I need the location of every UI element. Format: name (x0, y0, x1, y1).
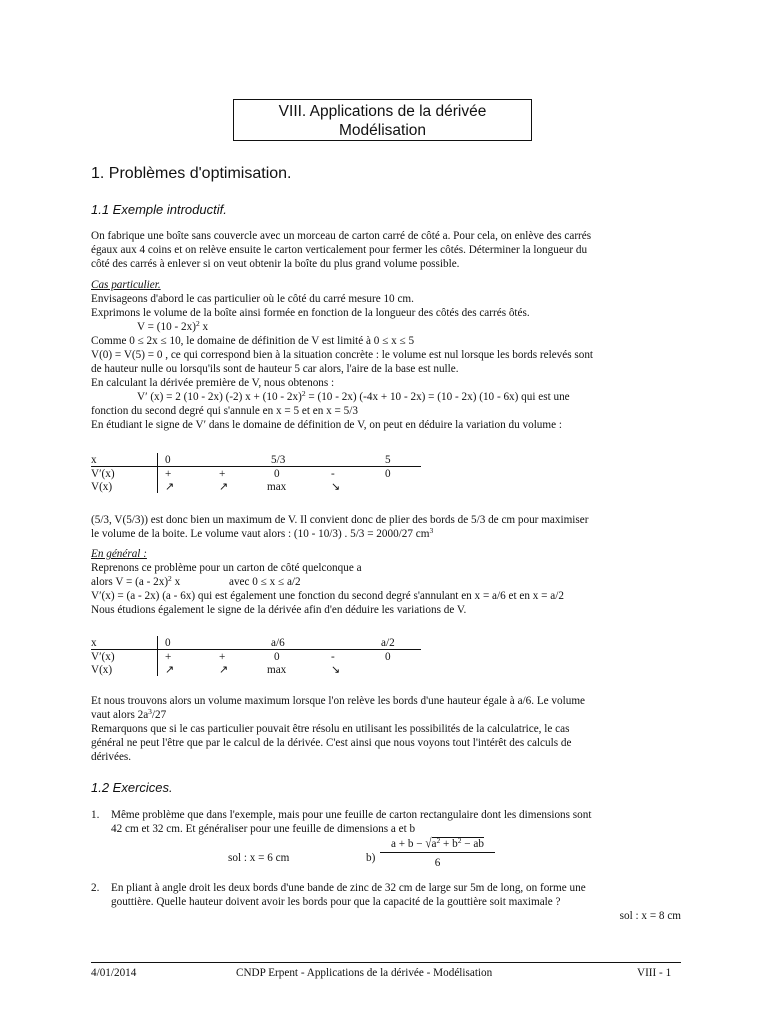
text-line: Même problème que dans l'exemple, mais pour une feuille de carton rectangulaire dont les dimensions sont (111, 809, 592, 821)
cas-particulier-block (91, 278, 681, 432)
table-row (91, 467, 421, 480)
text-line: gouttière. Quelle hauteur doivent avoir les bords pour que la capacité de la gouttière soit maximale ? (111, 896, 561, 908)
text-line: En calculant la dérivée première de V, nous obtenons : (91, 377, 335, 389)
intro-paragraph (91, 229, 681, 271)
table-cell: 0 (165, 637, 171, 649)
arrow-down-icon: ↘ (331, 481, 341, 493)
table-cell: a/2 (381, 637, 395, 649)
en-general-block (91, 547, 681, 617)
intro-line: côté des carrés à enlever si on veut obtenir la boîte du plus grand volume possible. (91, 258, 460, 270)
table-cell: x (91, 454, 97, 466)
variation-table-2 (91, 636, 421, 676)
footer-date: 4/01/2014 (91, 967, 137, 979)
text-line: En pliant à angle droit les deux bords d'une bande de zinc de 32 cm de large sur 5m de long, on forme une (111, 882, 586, 894)
title-box (233, 99, 532, 141)
arrow-up-icon: ↗ (165, 481, 175, 493)
text-line: fonction du second degré qui s'annule en x = 5 et en x = 5/3 (91, 405, 358, 417)
text-line: Envisageons d'abord le cas particulier où le côté du carré mesure 10 cm. (91, 293, 414, 305)
title-line-1: VIII. Applications de la dérivée (278, 103, 487, 120)
formula-part: V = (10 - 2x) (137, 321, 196, 333)
intro-line: égaux aux 4 coins et on relève ensuite le carton verticalement pour fermer les côtés. Déterminer la longueur du (91, 244, 588, 256)
conclusion-particular (91, 513, 681, 541)
table-cell: + (219, 651, 226, 663)
exponent: 2 (168, 574, 172, 583)
table-cell: 0 (385, 468, 391, 480)
table-cell: max (267, 481, 287, 493)
domain-condition: avec 0 ≤ x ≤ a/2 (229, 576, 301, 588)
arrow-up-icon: ↗ (219, 481, 229, 493)
table-cell: V′(x) (91, 468, 115, 480)
table-divider (157, 453, 158, 493)
text-line: 42 cm et 32 cm. Et généraliser pour une feuille de dimensions a et b (111, 823, 416, 835)
table-cell: a/6 (271, 637, 285, 649)
sqrt-icon: √ (425, 836, 432, 852)
arrow-down-icon: ↘ (331, 664, 341, 676)
table-divider (157, 636, 158, 676)
exponent: 2 (301, 389, 306, 398)
text-line: de hauteur nulle ou lorsqu'ils sont de hauteur 5 car alors, l'aire de la base est nulle. (91, 363, 459, 375)
exercise-1 (91, 808, 681, 836)
title-line-2: Modélisation (338, 122, 427, 139)
text-part: /27 (151, 709, 167, 721)
variation-table-1 (91, 453, 421, 493)
formula-derivative (91, 390, 681, 404)
table-cell: 5 (385, 454, 391, 466)
formula-part: a (431, 838, 437, 850)
formula-part: alors V = (a - 2x) (91, 576, 169, 588)
exponent: 2 (457, 836, 462, 845)
text-line: Comme 0 ≤ 2x ≤ 10, le domaine de définition de V est limité à 0 ≤ x ≤ 5 (91, 335, 415, 347)
table-cell: V′(x) (91, 651, 115, 663)
text-line (91, 708, 681, 722)
table-row (91, 453, 421, 467)
subsection-1-1-heading: 1.1 Exemple introductif. (91, 202, 227, 217)
table-cell: max (267, 664, 287, 676)
table-cell: 0 (165, 454, 171, 466)
fraction-numerator (380, 837, 495, 853)
exercise-number: 1. (91, 809, 100, 821)
text-line: (5/3, V(5/3)) est donc bien un maximum de V. Il convient donc de plier des bords de 5/3 de cm pour maximiser (91, 514, 589, 526)
formula-part: − ab (461, 838, 484, 850)
table-cell: 0 (274, 468, 280, 480)
footer-title: CNDP Erpent - Applications de la dérivée - Modélisation (236, 967, 493, 979)
text-line: En étudiant le signe de V′ dans le domaine de définition de V, on peut en déduire la variation du volume : (91, 419, 562, 431)
exercise-number: 2. (91, 882, 100, 894)
text-part: le volume de la boite. Le volume vaut alors : (10 - 10/3) . 5/3 = 2000/27 cm (91, 528, 430, 540)
text-line: général ne peut l'être que par le calcul de la dérivée. C'est ainsi que nous voyons tout l'intérêt des calculs de (91, 737, 572, 749)
footer-rule (91, 962, 681, 963)
formula-volume (91, 320, 681, 334)
section-1-heading: 1. Problèmes d'optimisation. (91, 165, 292, 182)
solution-b-label: b) (366, 852, 376, 864)
table-cell: - (331, 468, 335, 480)
formula-part: = (10 - 2x) (-4x + 10 - 2x) = (10 - 2x) (10 - 6x) qui est une (305, 391, 570, 403)
arrow-up-icon: ↗ (219, 664, 229, 676)
text-line (91, 527, 681, 541)
table-cell: + (219, 468, 226, 480)
table-row (91, 663, 421, 676)
arrow-up-icon: ↗ (165, 664, 175, 676)
solution-ex2: sol : x = 8 cm (619, 910, 681, 922)
text-line: dérivées. (91, 751, 132, 763)
formula-part: x (171, 576, 181, 588)
table-cell: 0 (385, 651, 391, 663)
table-cell: + (165, 651, 172, 663)
solution-a: sol : x = 6 cm (228, 852, 290, 864)
radicand (432, 837, 484, 850)
table-cell: - (331, 651, 335, 663)
exponent: 2 (436, 836, 441, 845)
table-cell: V(x) (91, 664, 113, 676)
table-cell: x (91, 637, 97, 649)
en-general-label: En général : (91, 548, 147, 560)
text-line: Reprenons ce problème pour un carton de côté quelconque a (91, 562, 362, 574)
exponent: 2 (195, 319, 200, 328)
text-line: Et nous trouvons alors un volume maximum lorsque l'on relève les bords d'une hauteur égale à a/6. Le volume (91, 695, 585, 707)
cas-particulier-label: Cas particulier. (91, 279, 161, 291)
formula-part: x (199, 321, 209, 333)
formula-part: V′ (x) = 2 (10 - 2x) (-2) x + (10 - 2x) (137, 391, 302, 403)
table-row (91, 636, 421, 650)
formula-part: a + b − (391, 838, 426, 850)
text-line: Exprimons le volume de la boîte ainsi formée en fonction de la longueur des côtés des carrés ôtés. (91, 307, 530, 319)
exponent: 3 (148, 707, 152, 716)
text-line: V′(x) = (a - 2x) (a - 6x) qui est également une fonction du second degré s'annulant en x = a/6 et en x = a/2 (91, 590, 564, 602)
footer-page-number: VIII - 1 (637, 967, 672, 979)
table-row (91, 480, 421, 493)
text-part: vaut alors 2a (91, 709, 149, 721)
fraction-denominator: 6 (434, 857, 441, 869)
formula-part: + b (440, 838, 458, 850)
formula-general (91, 575, 681, 589)
table-cell: 5/3 (271, 454, 286, 466)
exercise-2 (91, 881, 681, 923)
text-line: V(0) = V(5) = 0 , ce qui correspond bien à la situation concrète : le volume est nul lorsque les bords relevés sont (91, 349, 594, 361)
table-cell: 0 (274, 651, 280, 663)
exponent: 3 (429, 526, 434, 535)
solution-b-fraction (380, 837, 495, 870)
table-row (91, 650, 421, 663)
table-cell: + (165, 468, 172, 480)
text-line: Remarquons que si le cas particulier pouvait être résolu en utilisant les possibilités de la calculatrice, le cas (91, 723, 570, 735)
conclusion-general (91, 694, 681, 764)
table-cell: V(x) (91, 481, 113, 493)
text-line: Nous étudions également le signe de la dérivée afin d'en déduire les variations de V. (91, 604, 467, 616)
subsection-1-2-heading: 1.2 Exercices. (91, 780, 173, 795)
intro-line: On fabrique une boîte sans couvercle avec un morceau de carton carré de côté a. Pour cela, on enlève des carrés (91, 230, 592, 242)
